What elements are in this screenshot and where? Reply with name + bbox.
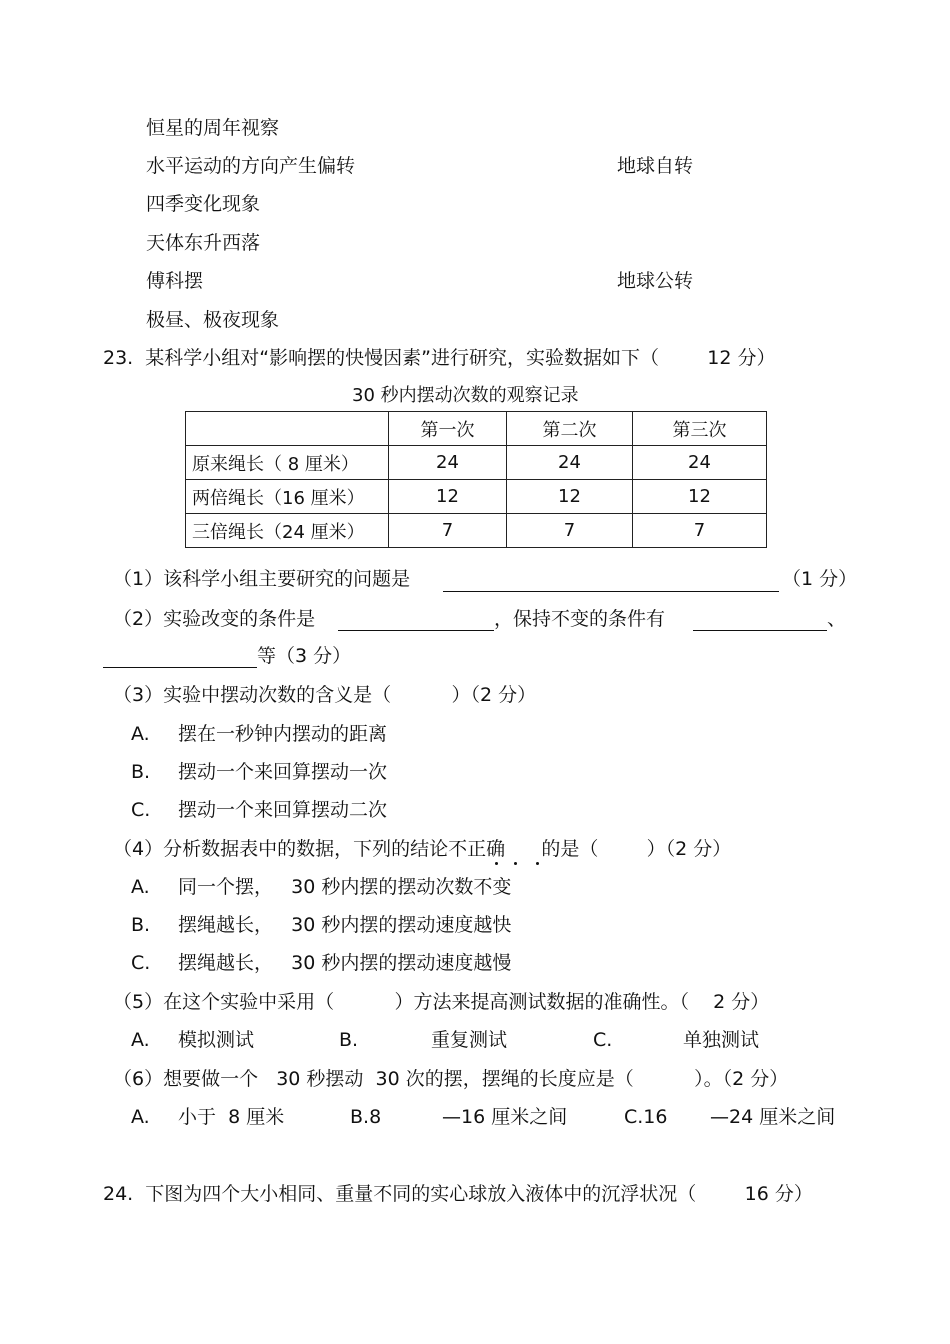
table-cell: 12 — [507, 480, 633, 514]
table-row — [186, 446, 767, 480]
sub-question-2: （2）实验改变的条件是 — [113, 608, 316, 630]
phenomenon-item: 恒星的周年视察 — [146, 117, 280, 139]
option-text[interactable]: 摆绳越长， 30 秒内摆的摆动速度越慢 — [178, 952, 512, 974]
option-letter: B. — [131, 761, 151, 783]
emphasis-dot — [495, 862, 498, 865]
sub-question-1: （1）该科学小组主要研究的问题是 — [113, 568, 411, 590]
option-letter: B. — [131, 914, 151, 936]
sub-question-2-tail: 等（3 分） — [257, 645, 352, 667]
option-letter: B. — [339, 1029, 359, 1051]
sub-question-1-score: （1 分） — [782, 568, 858, 590]
table-header-cell — [186, 412, 389, 446]
option-text[interactable]: 同一个摆， 30 秒内摆的摆动次数不变 — [178, 876, 512, 898]
option-letter: A. — [131, 1029, 150, 1051]
option-text[interactable]: 摆动一个来回算摆动一次 — [178, 761, 388, 783]
option-letter: A. — [131, 723, 150, 745]
option-letter: B.8 — [350, 1106, 382, 1128]
emphasis-dot — [514, 862, 517, 865]
row-label: 原来绳长（ 8 厘米） — [186, 446, 389, 480]
table-cell: 7 — [507, 514, 633, 548]
option-letter: C. — [131, 799, 151, 821]
table-cell: 24 — [389, 446, 507, 480]
table-row — [186, 480, 767, 514]
option-text[interactable]: 摆动一个来回算摆动二次 — [178, 799, 388, 821]
option-text[interactable]: 摆在一秒钟内摆动的距离 — [178, 723, 388, 745]
answer-blank[interactable] — [443, 591, 779, 592]
observation-table — [185, 411, 767, 548]
table-cell: 12 — [389, 480, 507, 514]
row-label: 三倍绳长（24 厘米） — [186, 514, 389, 548]
phenomenon-item: 水平运动的方向产生偏转 — [146, 155, 356, 177]
sub-question-4: （4）分析数据表中的数据，下列的结论不正确 的是（ ）（2 分） — [113, 838, 732, 860]
answer-blank[interactable] — [103, 667, 257, 668]
phenomenon-item: 四季变化现象 — [146, 193, 261, 215]
phenomenon-item: 天体东升西落 — [146, 232, 261, 254]
option-text[interactable]: —16 厘米之间 — [442, 1106, 568, 1128]
sub-question-6: （6）想要做一个 30 秒摆动 30 次的摆，摆绳的长度应是（ ）。（2 分） — [113, 1068, 789, 1090]
table-title: 30 秒内摆动次数的观察记录 — [352, 385, 579, 406]
emphasis-dot — [536, 862, 539, 865]
cause-item: 地球公转 — [617, 270, 694, 292]
option-letter: C. — [131, 952, 151, 974]
answer-blank[interactable] — [338, 630, 494, 631]
option-text[interactable]: 重复测试 — [431, 1029, 508, 1051]
table-cell: 24 — [507, 446, 633, 480]
sub-question-2-text: ，保持不变的条件有 — [494, 608, 666, 630]
table-cell: 24 — [633, 446, 767, 480]
sub-question-3: （3）实验中摆动次数的含义是（ ）（2 分） — [113, 684, 537, 706]
option-text[interactable]: 模拟测试 — [178, 1029, 255, 1051]
table-header-cell: 第一次 — [389, 412, 507, 446]
option-letter: C.16 — [624, 1106, 668, 1128]
answer-blank[interactable] — [693, 630, 827, 631]
row-label: 两倍绳长（16 厘米） — [186, 480, 389, 514]
table-header-cell: 第二次 — [507, 412, 633, 446]
option-text[interactable]: 小于 8 厘米 — [178, 1106, 285, 1128]
option-letter: A. — [131, 1106, 150, 1128]
sub-question-5: （5）在这个实验中采用（ ）方法来提高测试数据的准确性。（ 2 分） — [113, 991, 770, 1013]
option-letter: C. — [593, 1029, 613, 1051]
option-letter: A. — [131, 876, 150, 898]
option-text[interactable]: 单独测试 — [683, 1029, 760, 1051]
table-row — [186, 514, 767, 548]
question-24-stem: 24. 下图为四个大小相同、重量不同的实心球放入液体中的沉浮状况（ 16 分） — [103, 1183, 813, 1205]
table-header-cell: 第三次 — [633, 412, 767, 446]
option-text[interactable]: 摆绳越长， 30 秒内摆的摆动速度越快 — [178, 914, 512, 936]
phenomenon-item: 极昼、极夜现象 — [146, 309, 280, 331]
cause-item: 地球自转 — [617, 155, 694, 177]
sub-question-2-separator: 、 — [827, 608, 847, 630]
option-text[interactable]: —24 厘米之间 — [710, 1106, 836, 1128]
question-23-stem: 23. 某科学小组对“影响摆的快慢因素”进行研究，实验数据如下（ 12 分） — [103, 347, 776, 369]
phenomenon-item: 傅科摆 — [146, 270, 204, 292]
table-cell: 12 — [633, 480, 767, 514]
table-cell: 7 — [389, 514, 507, 548]
table-header-row — [186, 412, 767, 446]
table-cell: 7 — [633, 514, 767, 548]
